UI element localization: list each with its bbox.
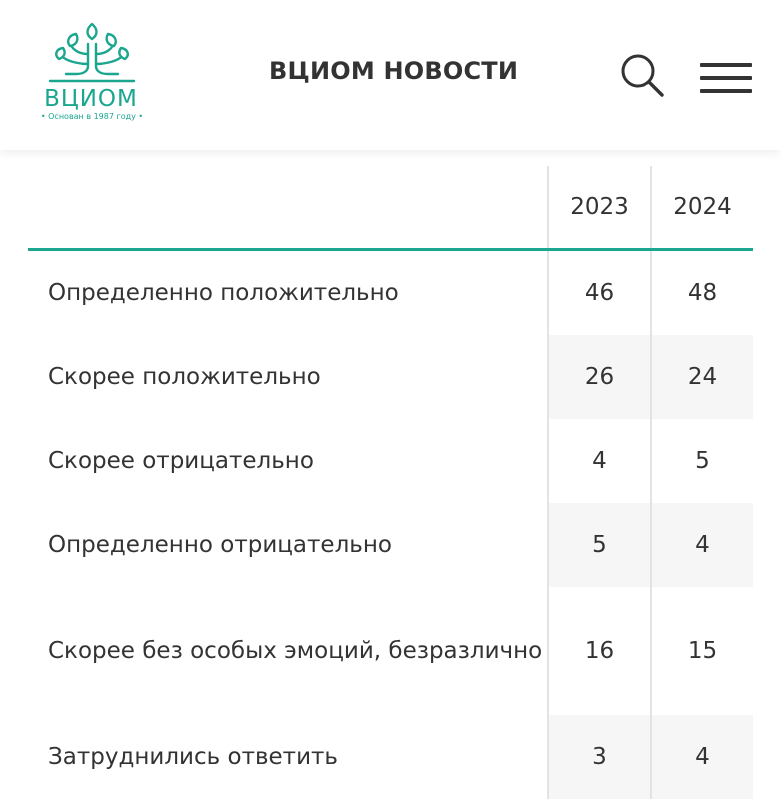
column-header-label	[28, 166, 548, 250]
cell-2024: 24	[651, 335, 753, 419]
search-button[interactable]	[618, 52, 666, 98]
cell-2024: 5	[651, 419, 753, 503]
table-row	[28, 587, 753, 715]
menu-bar	[700, 89, 752, 93]
search-icon	[618, 52, 666, 98]
table-header-row	[28, 166, 753, 250]
hamburger-menu-icon[interactable]	[700, 63, 752, 95]
cell-2023: 5	[548, 503, 651, 587]
table-row	[28, 419, 753, 503]
column-header-2023: 2023	[548, 166, 651, 250]
row-label: Скорее без особых эмоций, безразлично	[48, 637, 543, 664]
table-row	[28, 503, 753, 587]
page-title[interactable]: ВЦИОМ НОВОСТИ	[269, 57, 519, 85]
table-row	[28, 715, 753, 799]
cell-2024: 15	[651, 587, 753, 715]
cell-2024: 4	[651, 715, 753, 799]
cell-2023: 16	[548, 587, 651, 715]
cell-2023: 3	[548, 715, 651, 799]
logo-wordmark: ВЦИОМ	[44, 86, 138, 112]
cell-2024: 4	[651, 503, 753, 587]
menu-bar	[700, 63, 752, 67]
column-header-2024: 2024	[651, 166, 753, 250]
cell-2023: 4	[548, 419, 651, 503]
row-label: Определенно отрицательно	[48, 531, 392, 558]
cell-2023: 46	[548, 250, 651, 336]
site-header	[0, 0, 781, 150]
row-label: Определенно положительно	[48, 279, 399, 306]
tree-logo-icon	[26, 20, 158, 86]
vciom-logo[interactable]	[26, 20, 158, 130]
menu-bar	[700, 76, 752, 80]
cell-2023: 26	[548, 335, 651, 419]
results-table	[28, 166, 753, 799]
logo-subtitle: • Основан в 1987 году •	[40, 112, 144, 121]
row-label: Скорее положительно	[48, 363, 321, 390]
row-label: Скорее отрицательно	[48, 447, 314, 474]
cell-2024: 48	[651, 250, 753, 336]
table-row	[28, 335, 753, 419]
row-label: Затруднились ответить	[48, 743, 338, 770]
table-row	[28, 250, 753, 336]
